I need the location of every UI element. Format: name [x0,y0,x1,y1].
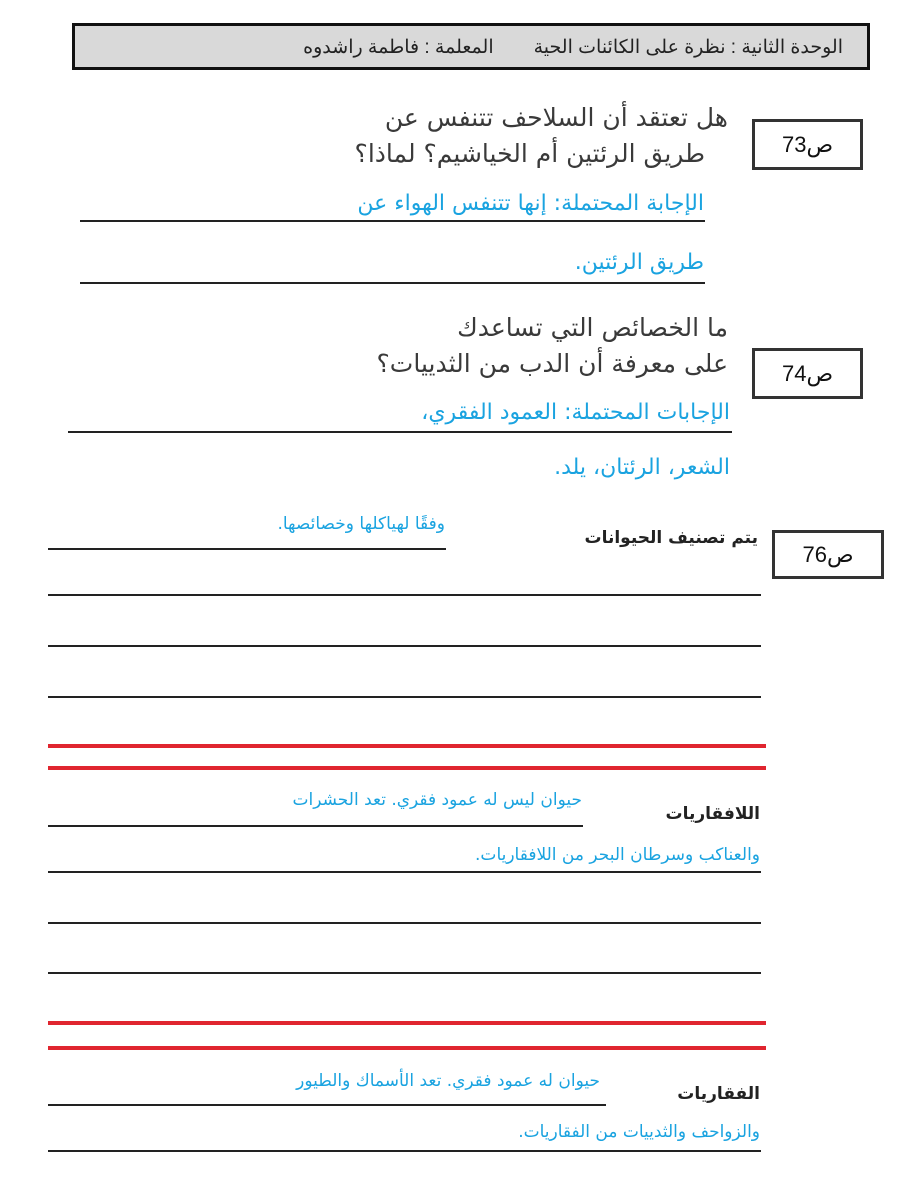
answer-line [48,825,583,827]
answer-line [80,282,705,284]
invertebrates-term: اللافقاريات [665,804,760,824]
answer-line [48,1104,606,1106]
q76-prompt: يتم تصنيف الحيوانات [584,528,758,548]
section-divider [48,766,766,770]
q74-question-line1: ما الخصائص التي تساعدك [457,313,728,342]
page-ref-76: ص76 [772,530,884,579]
vertebrates-term: الفقاريات [677,1084,760,1104]
page-ref-73: ص73 [752,119,863,170]
q74-answer-line2: الشعر، الرئتان، يلد. [554,455,730,480]
q73-question-line1: هل تعتقد أن السلاحف تتنفس عن [384,103,728,132]
answer-line [48,972,761,974]
section-divider [48,744,766,748]
answer-line [68,431,732,433]
unit-title: الوحدة الثانية : نظرة على الكائنات الحية [533,37,843,58]
answer-line [48,922,761,924]
vertebrates-definition-line1: حيوان له عمود فقري. تعد الأسماك والطيور [296,1071,600,1091]
worksheet-header [72,23,870,70]
teacher-name: المعلمة : فاطمة راشدوه [303,37,494,58]
answer-line [48,548,446,550]
invertebrates-definition-line1: حيوان ليس له عمود فقري. تعد الحشرات [292,790,582,810]
q74-question-line2: على معرفة أن الدب من الثدييات؟ [376,349,728,378]
q73-answer-line2: طريق الرئتين. [574,250,704,275]
answer-line [80,220,705,222]
answer-line [48,594,761,596]
vertebrates-definition-line2: والزواحف والثدييات من الفقاريات. [518,1122,760,1142]
section-divider [48,1046,766,1050]
invertebrates-definition-line2: والعناكب وسرطان البحر من اللافقاريات. [475,845,760,865]
q73-question-line2: طريق الرئتين أم الخياشيم؟ لماذا؟ [354,139,705,168]
answer-line [48,1150,761,1152]
answer-line [48,871,761,873]
answer-line [48,696,761,698]
q73-answer-line1: الإجابة المحتملة: إنها تتنفس الهواء عن [357,191,704,216]
answer-line [48,645,761,647]
q74-answer-line1: الإجابات المحتملة: العمود الفقري، [421,400,730,425]
section-divider [48,1021,766,1025]
page-ref-74: ص74 [752,348,863,399]
q76-answer: وفقًا لهياكلها وخصائصها. [277,514,445,534]
